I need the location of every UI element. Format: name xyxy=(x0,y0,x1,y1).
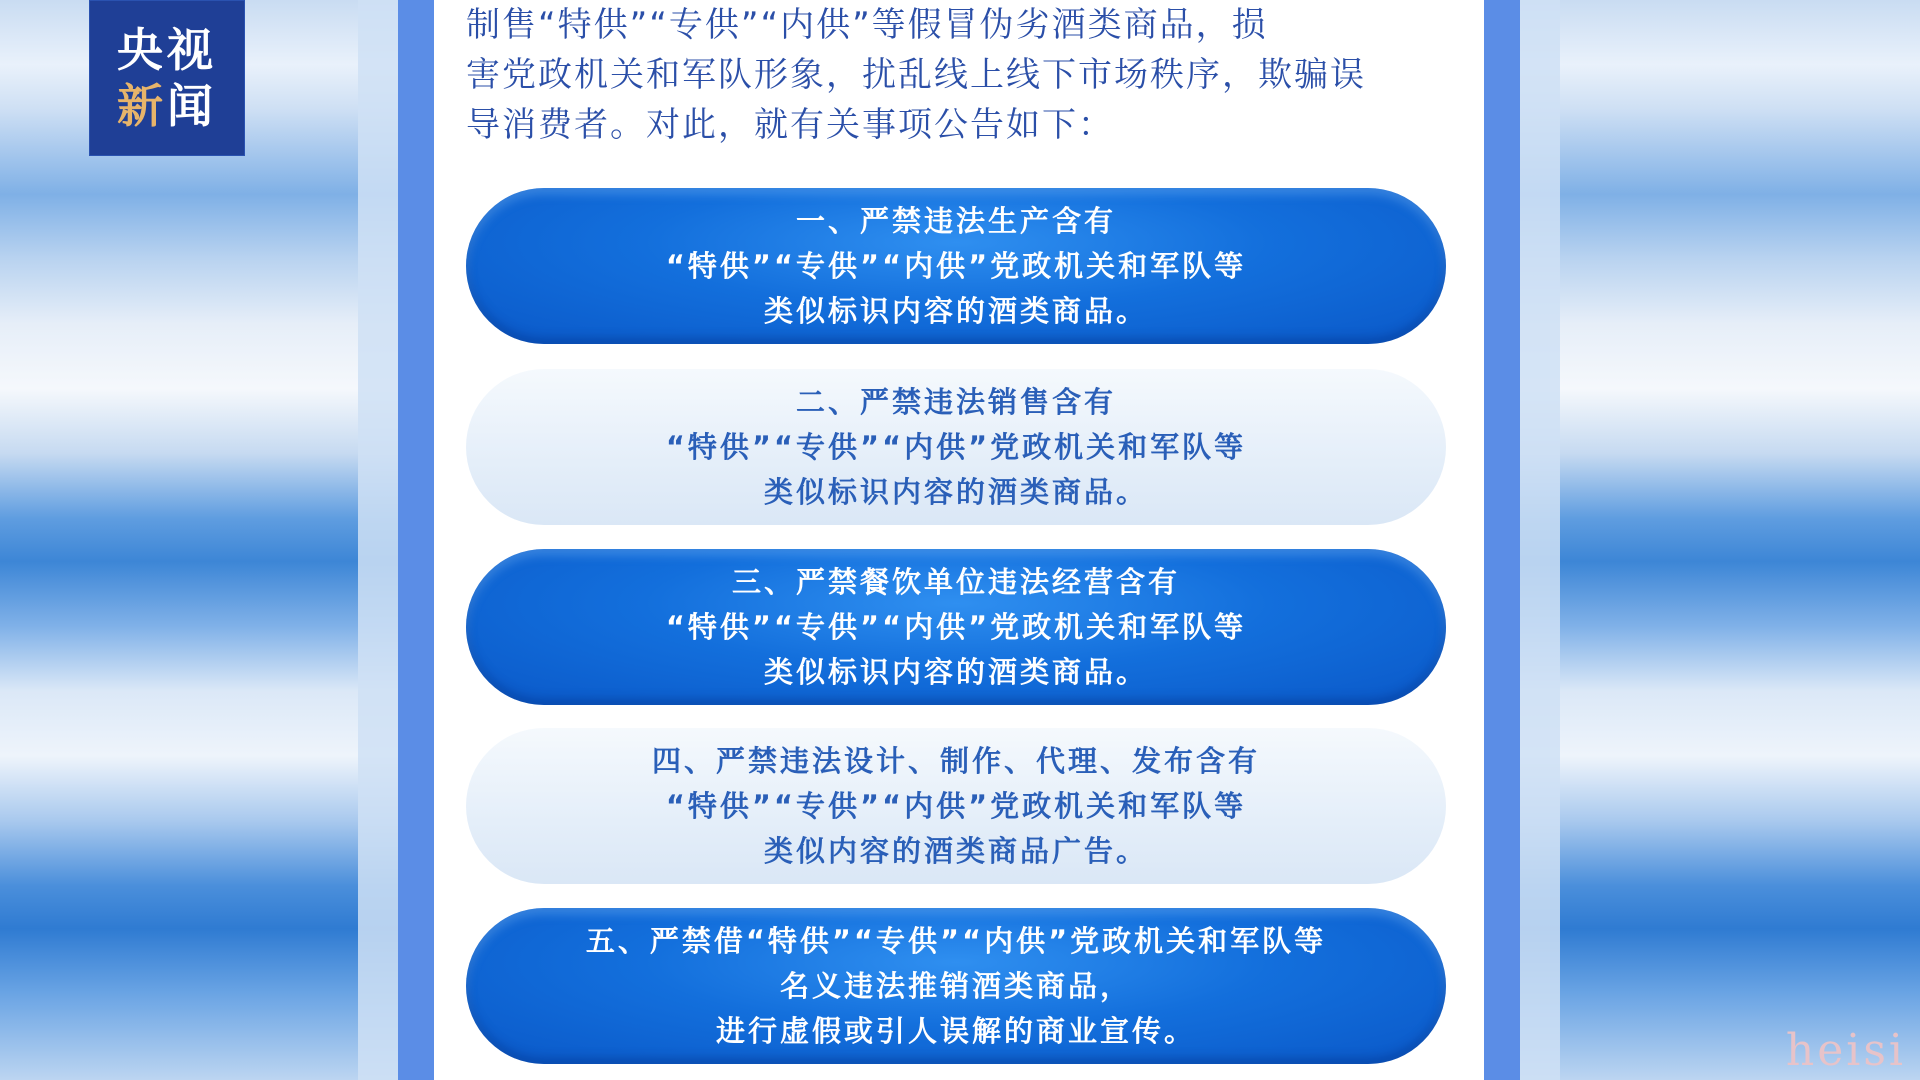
left-side-band xyxy=(358,0,398,1080)
notice-item-line: 类似标识内容的酒类商品。 xyxy=(763,654,1148,689)
notice-item-line: “特供”“专供”“内供”党政机关和军队等 xyxy=(665,429,1247,464)
notice-item-line: 类似标识内容的酒类商品。 xyxy=(763,293,1148,328)
notice-item-line: 名义违法推销酒类商品， xyxy=(779,968,1132,1003)
notice-item-line: “特供”“专供”“内供”党政机关和军队等 xyxy=(665,248,1247,283)
notice-item-line: 类似内容的酒类商品广告。 xyxy=(763,833,1148,868)
notice-item-4 xyxy=(466,728,1446,884)
logo-accent-char: 新 xyxy=(117,79,167,133)
notice-item-line: 二、严禁违法销售含有 xyxy=(795,384,1116,419)
right-side-band xyxy=(1520,0,1560,1080)
notice-item-2 xyxy=(466,369,1446,525)
notice-item-line: 一、严禁违法生产含有 xyxy=(795,203,1116,238)
notice-item-5 xyxy=(466,908,1446,1064)
intro-line: 害党政机关和军队形象，扰乱线上线下市场秩序，欺骗误 xyxy=(466,55,1366,95)
notice-item-line: 三、严禁餐饮单位违法经营含有 xyxy=(731,564,1180,599)
logo-rest-char: 闻 xyxy=(167,79,217,133)
watermark: heisi xyxy=(1785,1025,1906,1076)
intro-line: 制售“特供”“专供”“内供”等假冒伪劣酒类商品，损 xyxy=(466,5,1268,45)
logo-line-1: 央视 xyxy=(117,23,217,77)
intro-paragraph xyxy=(466,0,1456,150)
intro-line: 导消费者。对此，就有关事项公告如下： xyxy=(466,105,1114,145)
notice-item-line: 进行虚假或引人误解的商业宣传。 xyxy=(715,1013,1196,1048)
notice-item-3 xyxy=(466,549,1446,705)
announcement-poster xyxy=(398,0,1520,1080)
notice-item-line: “特供”“专供”“内供”党政机关和军队等 xyxy=(665,609,1247,644)
notice-item-line: 五、严禁借“特供”“专供”“内供”党政机关和军队等 xyxy=(585,923,1327,958)
notice-item-line: 类似标识内容的酒类商品。 xyxy=(763,474,1148,509)
cctv-news-logo xyxy=(89,0,245,156)
notice-item-line: 四、严禁违法设计、制作、代理、发布含有 xyxy=(651,743,1260,778)
logo-line-2 xyxy=(117,78,217,134)
notice-item-1 xyxy=(466,188,1446,344)
poster-body xyxy=(434,0,1484,1080)
notice-item-line: “特供”“专供”“内供”党政机关和军队等 xyxy=(665,788,1247,823)
